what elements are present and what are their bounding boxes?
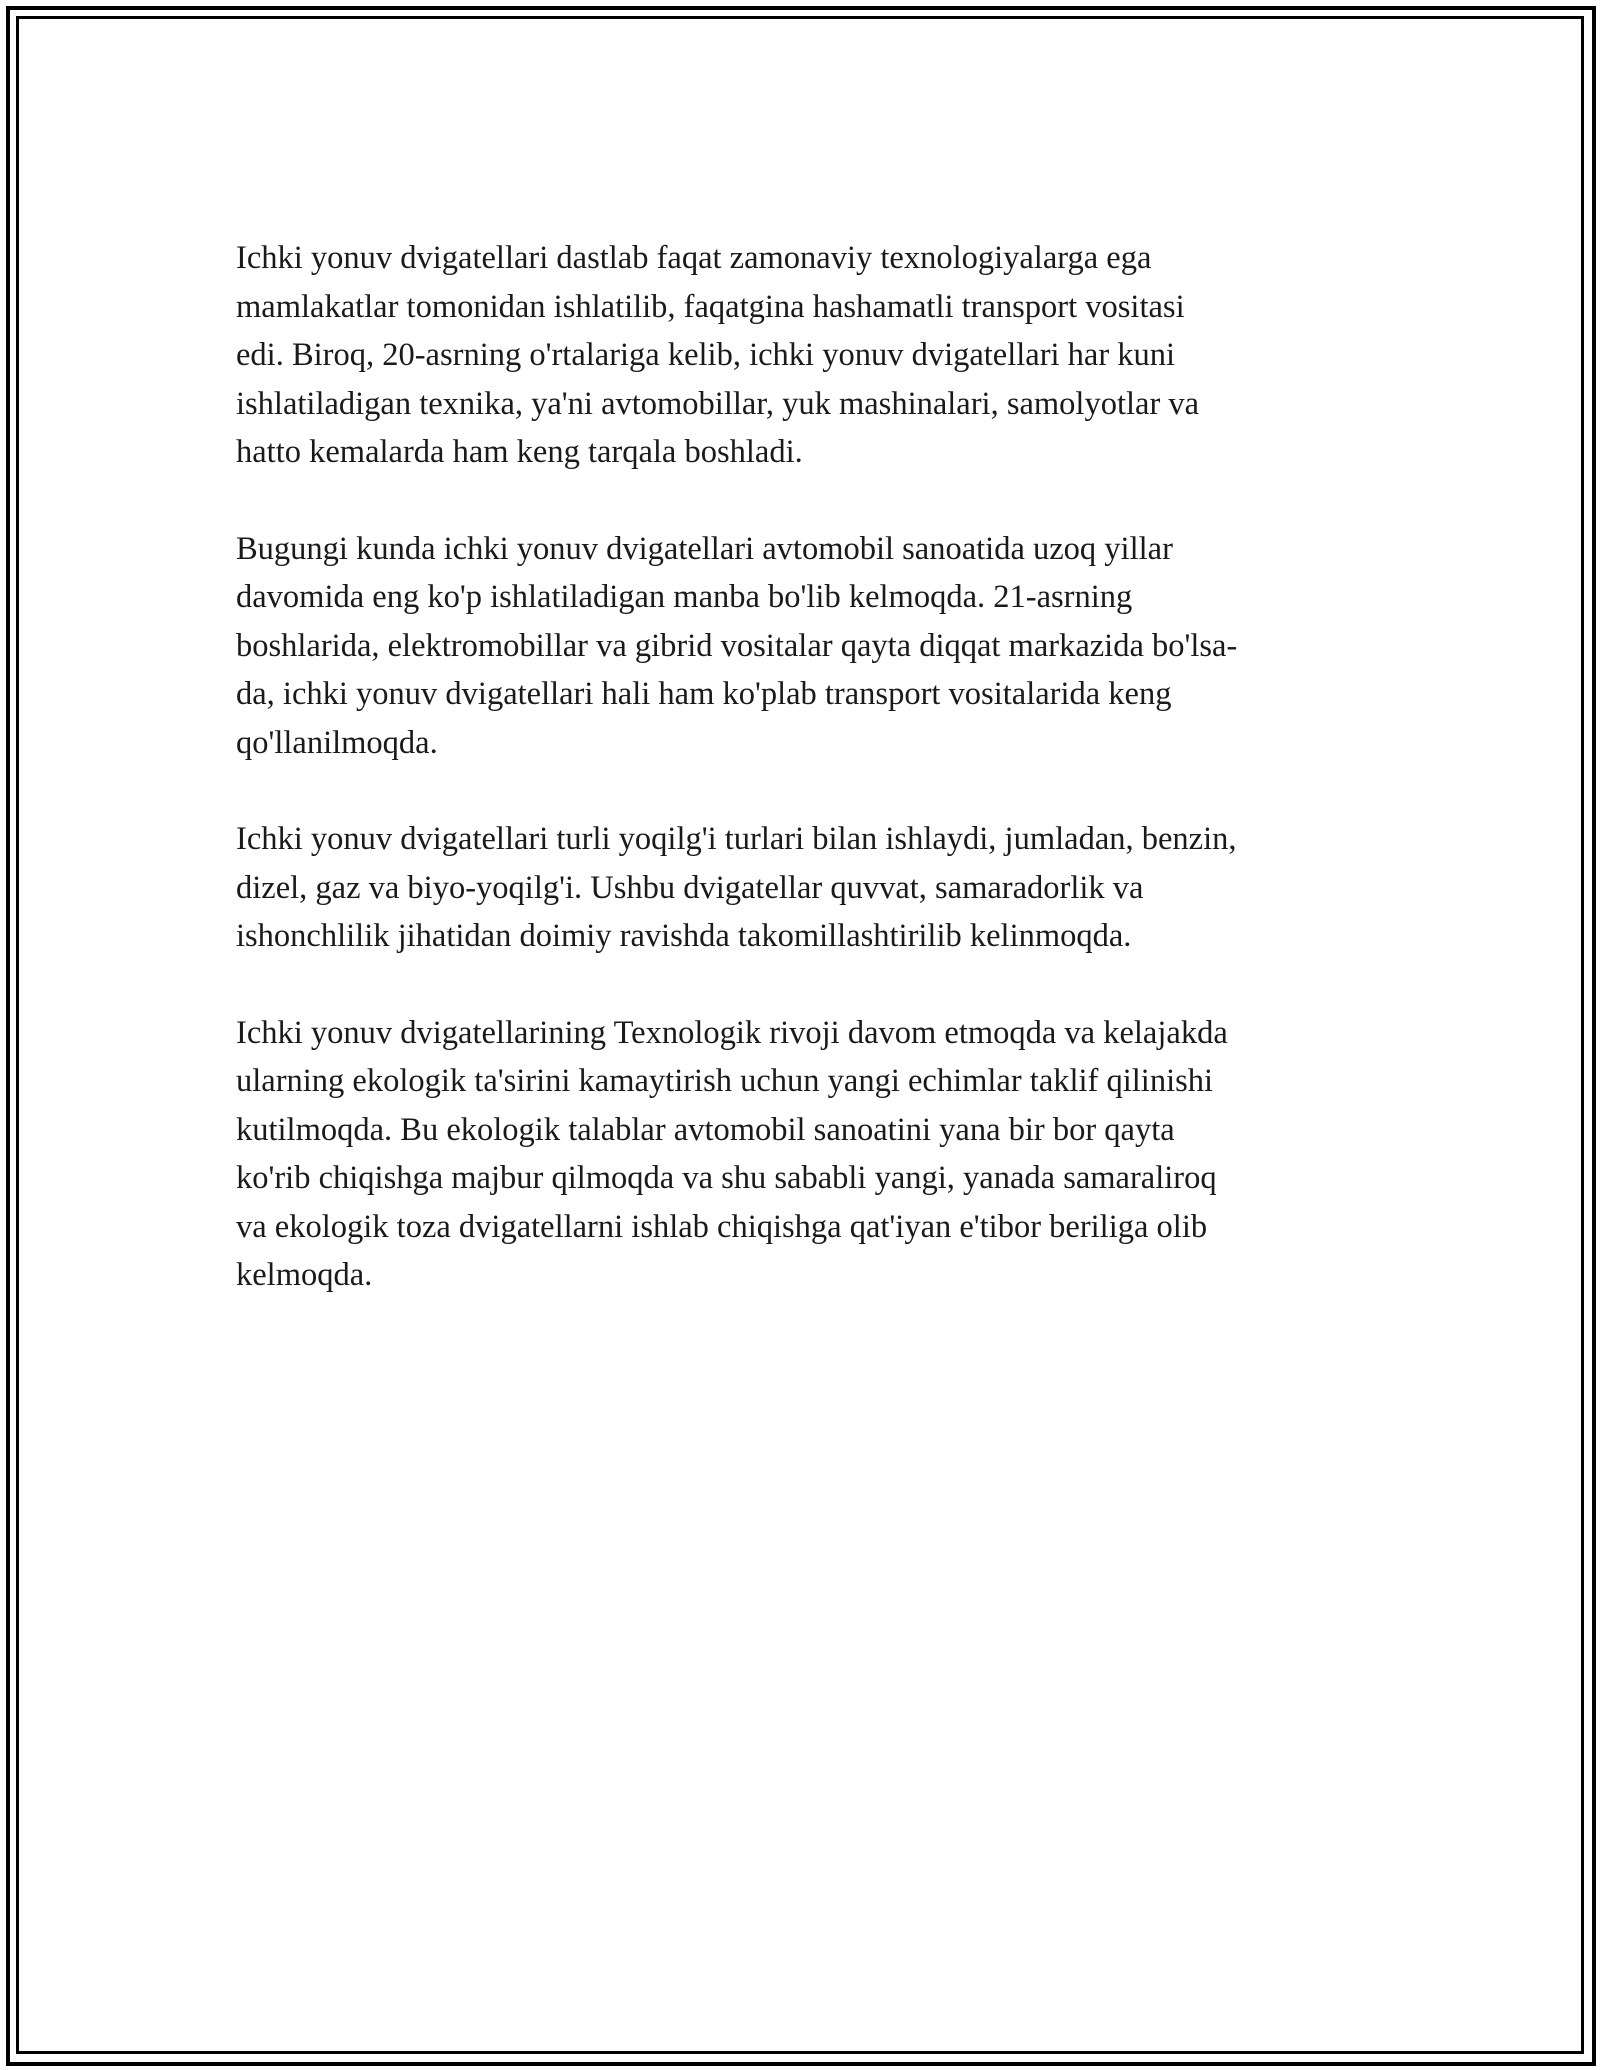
paragraph-3: Ichki yonuv dvigatellari turli yoqilg'i turlari bilan ishlaydi, jumladan, benzin, dizel, gaz va biyo-yoqilg'i. Ushbu dvigatellar quvvat, samaradorlik va ishonchlilik jihatidan doimiy ravishda takomillashtirilib kelinmoqda. — [236, 821, 1237, 954]
paragraph-2: Bugungi kunda ichki yonuv dvigatellari avtomobil sanoatida uzoq yillar davomida eng ko'p ishlatiladigan manba bo'lib kelmoqda. 21-asrning boshlarida, elektromobillar va gibrid vositalar qayta diqqat markazida bo'lsa- da, ichki yonuv dvigatellari hali ham ko'plab transport vositalarida keng qo'llanilmoqda. — [236, 530, 1238, 761]
document-body — [236, 234, 1376, 1348]
paragraph-1: Ichki yonuv dvigatellari dastlab faqat zamonaviy texnologiyalarga ega mamlakatlar tomonidan ishlatilib, faqatgina hashamatli transport vositasi edi. Biroq, 20-asrning o'rtalariga kelib, ichki yonuv dvigatellari har kuni ishlatiladigan texnika, ya'ni avtomobillar, yuk mashinalari, samolyotlar va hatto kemalarda ham keng tarqala boshladi. — [236, 240, 1200, 470]
paragraph-4: Ichki yonuv dvigatellarining Texnologik rivoji davom etmoqda va kelajakda ularning ekologik ta'sirini kamaytirish uchun yangi echimlar taklif qilinishi kutilmoqda. Bu ekologik talablar avtomobil sanoatini yana bir bor qayta ko'rib chiqishga majbur qilmoqda va shu sababli yangi, yanada samaraliroq va ekologik toza dvigatellarni ishlab chiqishga qat'iyan e'tibor beriliga olib kelmoqda. — [236, 1014, 1228, 1293]
